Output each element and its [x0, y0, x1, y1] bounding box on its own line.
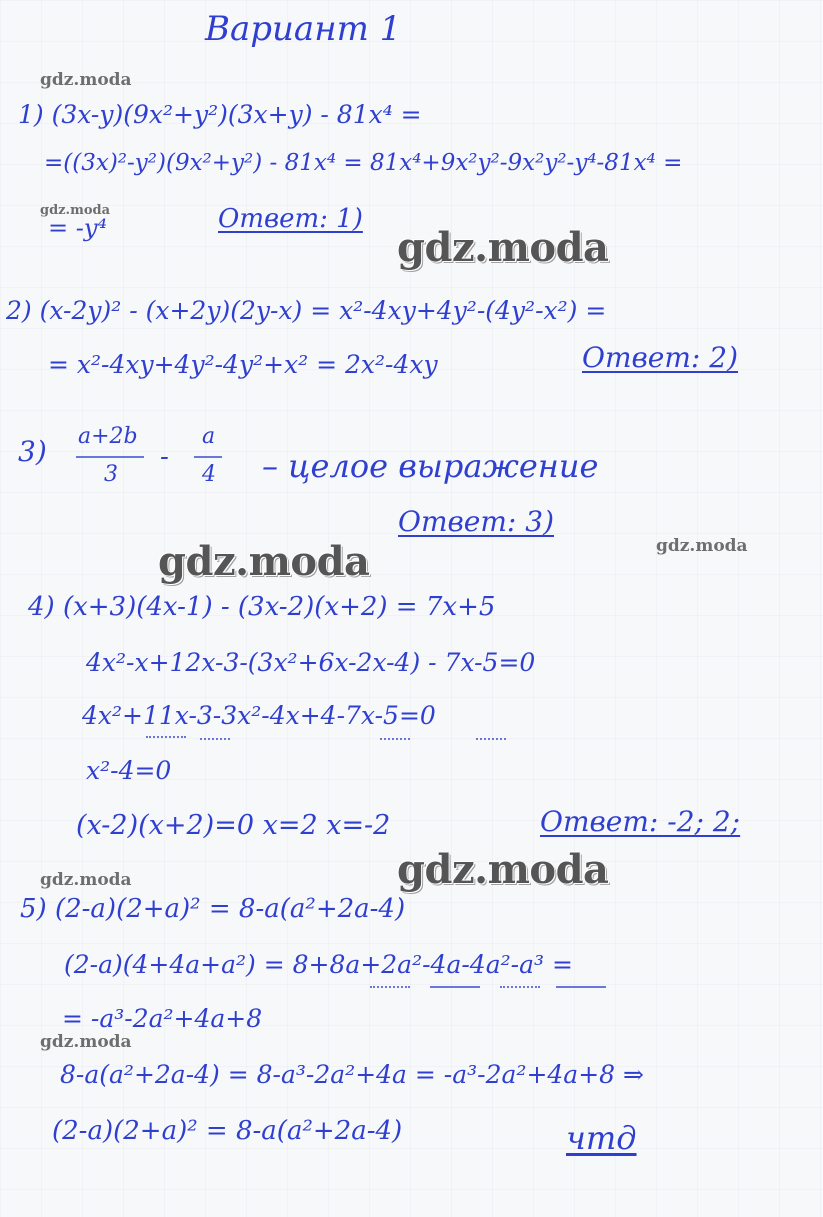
underline-mark: [380, 730, 410, 740]
task4-line2: 4x²-x+12x-3-(3x²+6x-2x-4) - 7x-5=0: [86, 648, 536, 677]
underline-mark: [430, 986, 480, 988]
watermark: gdz.moda: [397, 224, 609, 271]
task5-line1: 5) (2-a)(2+a)² = 8-a(a²+2a-4): [20, 894, 406, 924]
underline-mark: [370, 978, 410, 988]
underline-mark: [556, 986, 606, 988]
task4-line1: 4) (x+3)(4x-1) - (3x-2)(x+2) = 7x+5: [28, 592, 496, 622]
task3-text: – целое выражение: [262, 447, 599, 485]
task5-end: чтд: [566, 1119, 637, 1157]
task3-answer: Ответ: 3): [398, 505, 554, 538]
task2-line1: 2) (x-2y)² - (x+2y)(2y-x) = x²-4xy+4y²-(4y²-x²) =: [6, 296, 607, 325]
task3-number: 3): [18, 435, 47, 468]
watermark: gdz.moda: [158, 538, 370, 585]
fraction-bar: [76, 456, 144, 458]
watermark: gdz.moda: [397, 846, 609, 893]
watermark: gdz.moda: [40, 1032, 132, 1052]
task4-line3: 4x²+11x-3-3x²-4x+4-7x-5=0: [82, 701, 436, 730]
task2-line2: = x²-4xy+4y²-4y²+x² = 2x²-4xy: [48, 350, 438, 379]
task5-line5: (2-a)(2+a)² = 8-a(a²+2a-4): [52, 1116, 403, 1146]
underline-mark: [200, 730, 230, 740]
task3-denominator: 3: [104, 462, 118, 487]
task4-line4: x²-4=0: [86, 756, 172, 785]
task1-line2: =((3x)²-y²)(9x²+y²) - 81x⁴ = 81x⁴+9x²y²-9x²y²-y⁴-81x⁴ =: [44, 150, 683, 176]
task5-line2: (2-a)(4+4a+a²) = 8+8a+2a²-4a-4a²-a³ =: [64, 950, 573, 979]
task3-numerator: a+2b: [78, 424, 138, 449]
task4-line5: (x-2)(x+2)=0 x=2 x=-2: [76, 810, 391, 841]
task4-answer: Ответ: -2; 2;: [540, 805, 741, 838]
underline-mark: [500, 978, 540, 988]
task1-line3: = -y⁴: [48, 214, 108, 242]
watermark: gdz.moda: [40, 203, 111, 218]
task3-denominator2: 4: [202, 462, 216, 487]
task1-line1: 1) (3x-y)(9x²+y²)(3x+y) - 81x⁴ =: [18, 100, 422, 129]
task3-numerator2: a: [202, 424, 216, 449]
task5-line4: 8-a(a²+2a-4) = 8-a³-2a²+4a = -a³-2a²+4a+8 ⇒: [60, 1060, 644, 1089]
watermark: gdz.moda: [656, 536, 748, 556]
underline-mark: [146, 728, 186, 738]
task5-line3: = -a³-2a²+4a+8: [62, 1004, 263, 1033]
task1-answer: Ответ: 1): [218, 204, 363, 234]
task2-answer: Ответ: 2): [582, 341, 738, 374]
page-title: Вариант 1: [205, 9, 402, 49]
task3-minus: -: [160, 442, 169, 472]
watermark: gdz.moda: [40, 70, 132, 90]
watermark: gdz.moda: [40, 870, 132, 890]
fraction-bar: [194, 456, 222, 458]
underline-mark: [476, 730, 506, 740]
